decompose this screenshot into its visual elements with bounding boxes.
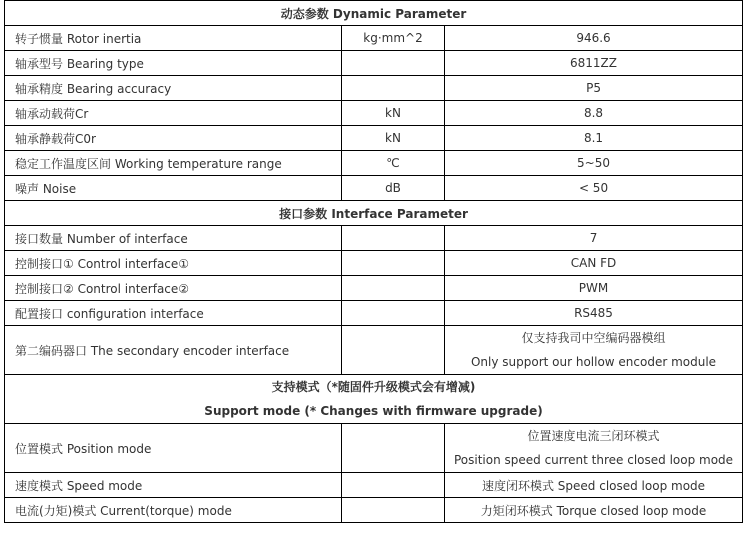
param-unit <box>342 251 445 276</box>
table-row <box>5 151 743 176</box>
param-value: 5~50 <box>445 151 743 176</box>
param-value <box>445 424 743 473</box>
param-name: 电流(力矩)模式 Current(torque) mode <box>5 498 342 523</box>
param-name: 转子惯量 Rotor inertia <box>5 26 342 51</box>
param-unit <box>342 473 445 498</box>
table-row <box>5 226 743 251</box>
param-unit <box>342 424 445 473</box>
param-value: 速度闭环模式 Speed closed loop mode <box>445 473 743 498</box>
param-value: PWM <box>445 276 743 301</box>
value-line-cn: 位置速度电流三闭环模式 <box>527 429 660 443</box>
param-name: 稳定工作温度区间 Working temperature range <box>5 151 342 176</box>
support-mode-header <box>5 375 743 424</box>
table-row <box>5 301 743 326</box>
param-unit <box>342 326 445 375</box>
table-row <box>5 498 743 523</box>
param-value: 力矩闭环模式 Torque closed loop mode <box>445 498 743 523</box>
param-name: 轴承动载荷Cr <box>5 101 342 126</box>
table-row <box>5 76 743 101</box>
param-name: 轴承型号 Bearing type <box>5 51 342 76</box>
param-name: 噪声 Noise <box>5 176 342 201</box>
interface-parameter-header: 接口参数 Interface Parameter <box>5 201 743 226</box>
param-name: 第二编码器口 The secondary encoder interface <box>5 326 342 375</box>
param-unit <box>342 301 445 326</box>
param-unit: kN <box>342 101 445 126</box>
param-unit: ℃ <box>342 151 445 176</box>
section-header-row <box>5 201 743 226</box>
param-value: 7 <box>445 226 743 251</box>
param-unit: kN <box>342 126 445 151</box>
param-unit <box>342 226 445 251</box>
table-row <box>5 251 743 276</box>
table-row <box>5 51 743 76</box>
param-name: 位置模式 Position mode <box>5 424 342 473</box>
value-line-en: Position speed current three closed loop mode <box>453 453 734 467</box>
support-mode-header-cn: 支持模式（*随固件升级模式会有增减) <box>271 380 476 394</box>
spec-table <box>4 0 743 523</box>
param-value <box>445 326 743 375</box>
dynamic-parameter-header: 动态参数 Dynamic Parameter <box>5 1 743 26</box>
param-unit: dB <box>342 176 445 201</box>
table-row <box>5 176 743 201</box>
param-value: 8.8 <box>445 101 743 126</box>
table-row <box>5 26 743 51</box>
param-name: 轴承静载荷C0r <box>5 126 342 151</box>
param-unit <box>342 51 445 76</box>
param-name: 控制接口① Control interface① <box>5 251 342 276</box>
param-value: RS485 <box>445 301 743 326</box>
support-mode-header-en: Support mode (* Changes with firmware upgrade) <box>204 404 543 418</box>
param-value: P5 <box>445 76 743 101</box>
param-unit <box>342 76 445 101</box>
table-row <box>5 276 743 301</box>
param-unit: kg·mm^2 <box>342 26 445 51</box>
param-unit <box>342 498 445 523</box>
param-value: 946.6 <box>445 26 743 51</box>
table-row <box>5 473 743 498</box>
param-value: CAN FD <box>445 251 743 276</box>
table-row <box>5 101 743 126</box>
param-name: 速度模式 Speed mode <box>5 473 342 498</box>
param-value: < 50 <box>445 176 743 201</box>
param-value: 6811ZZ <box>445 51 743 76</box>
param-name: 配置接口 configuration interface <box>5 301 342 326</box>
value-line-en: Only support our hollow encoder module <box>470 355 717 369</box>
section-header-row <box>5 1 743 26</box>
value-line-cn: 仅支持我司中空编码器模组 <box>521 331 666 345</box>
table-row <box>5 326 743 375</box>
section-header-row <box>5 375 743 424</box>
table-row <box>5 424 743 473</box>
param-unit <box>342 276 445 301</box>
param-name: 轴承精度 Bearing accuracy <box>5 76 342 101</box>
table-row <box>5 126 743 151</box>
param-value: 8.1 <box>445 126 743 151</box>
param-name: 接口数量 Number of interface <box>5 226 342 251</box>
param-name: 控制接口② Control interface② <box>5 276 342 301</box>
